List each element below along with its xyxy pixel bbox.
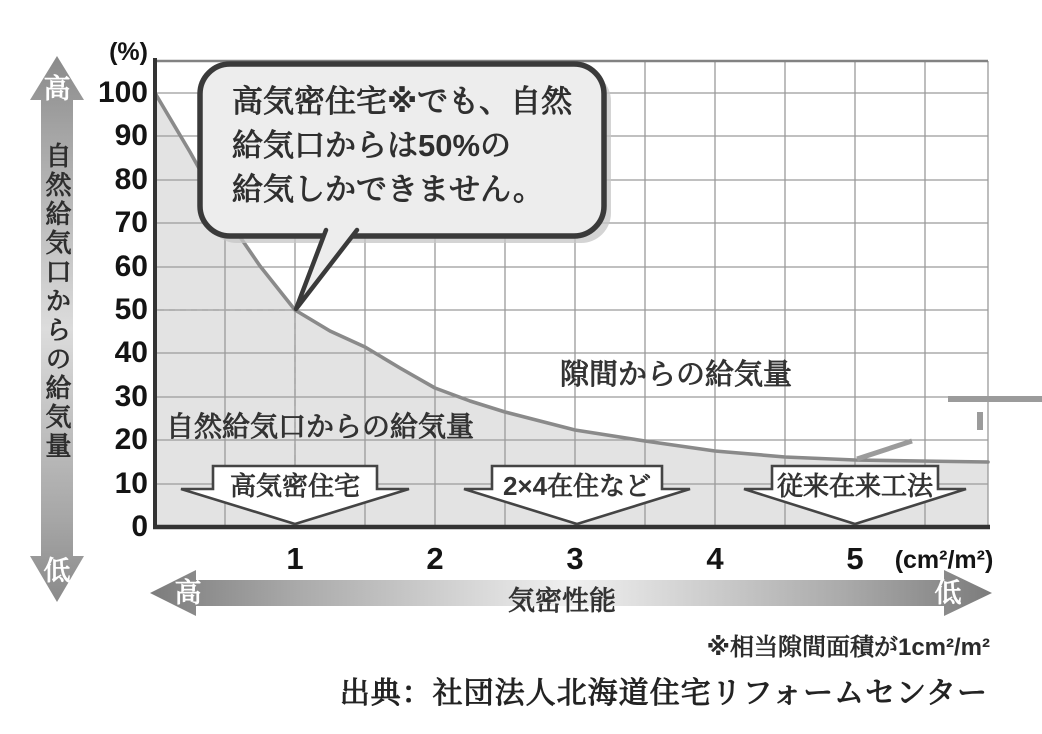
y-tick-80: 80 <box>114 163 148 196</box>
label-above-curve: 隙間からの給気量 <box>560 359 793 391</box>
y-tick-30: 30 <box>114 380 148 413</box>
marker-label-conventional: 従来在来工法 <box>776 471 933 501</box>
x-axis-low-label: 低 <box>934 578 962 608</box>
y-tick-50: 50 <box>114 293 148 326</box>
x-axis-high-label: 高 <box>174 578 202 608</box>
y-axis-low-label: 低 <box>43 556 71 586</box>
y-tick-20: 20 <box>114 423 148 456</box>
callout-line-2: 給気口からは50%の <box>232 128 512 163</box>
y-axis-high-label: 高 <box>43 74 71 104</box>
x-tick-5: 5 <box>846 541 864 576</box>
x-tick-4: 4 <box>706 541 724 576</box>
x-axis-title: 気密性能 <box>508 586 616 616</box>
y-tick-90: 90 <box>114 119 148 152</box>
y-tick-10: 10 <box>114 467 148 500</box>
label-under-curve: 自然給気口からの給気量 <box>166 411 475 442</box>
faded-line-fragments <box>857 399 1042 459</box>
y-axis-title: 自然給気口からの給気量 <box>42 142 72 461</box>
y-tick-60: 60 <box>114 250 148 283</box>
source-credit: 出典：社団法人北海道住宅リフォームセンター <box>339 677 988 710</box>
marker-label-airtight-house: 高気密住宅 <box>229 471 360 501</box>
y-tick-40: 40 <box>114 336 148 369</box>
x-axis-unit: (cm²/m²) <box>894 546 994 574</box>
marker-label-2x4: 2×4在住など <box>502 471 652 501</box>
y-axis-unit: (%) <box>109 38 148 66</box>
callout-line-1: 高気密住宅※でも、自然 <box>232 84 573 119</box>
x-tick-2: 2 <box>426 541 444 576</box>
y-tick-0: 0 <box>131 510 148 543</box>
y-tick-100: 100 <box>97 76 148 109</box>
y-tick-70: 70 <box>114 206 148 239</box>
x-tick-1: 1 <box>286 541 304 576</box>
footnote: ※相当隙間面積が1cm²/m² <box>706 634 990 661</box>
callout-line-3: 給気しかできません。 <box>232 172 544 207</box>
x-tick-3: 3 <box>566 541 584 576</box>
